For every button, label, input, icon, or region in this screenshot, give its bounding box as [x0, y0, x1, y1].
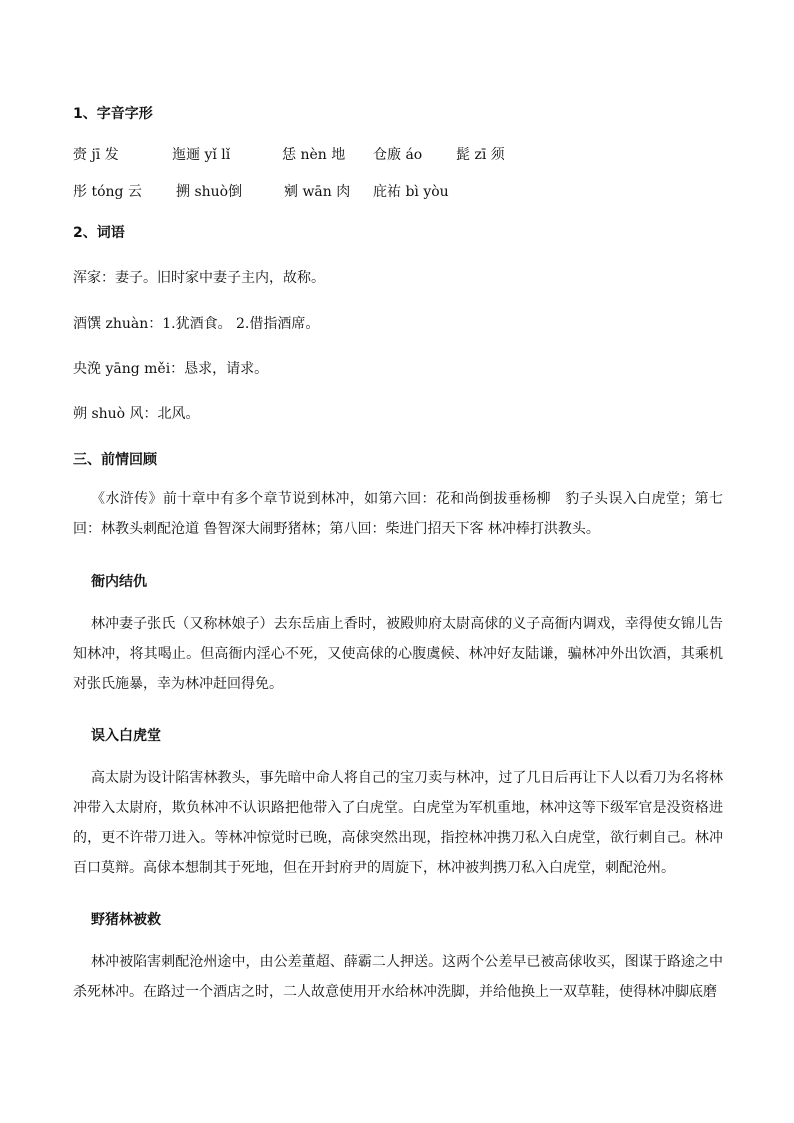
- paragraph-yanei: 林冲妻子张氏（又称林娘子）去东岳庙上香时，被殿帅府太尉高俅的义子高衙内调戏，幸得使女锦儿告知林冲，将其喝止。但高衙内淫心不死，又使高俅的心腹虞候、林冲好友陆谦，骗林冲外出饮酒，其乘机对张氏施暴，幸为林冲赶回得免。: [73, 616, 723, 692]
- pronunciation-item: 仓廒 áo: [373, 147, 423, 163]
- recap-intro-paragraph: 《水浒传》前十章中有多个章节说到林冲，如第六回：花和尚倒拔垂杨柳 豹子头误入白虎堂；第七回：林教头刺配沧道 鲁智深大闹野猪林；第八回：柴进门招天下客 林冲棒打洪教头。: [73, 491, 723, 537]
- paragraph-yezhulin: 林冲被陷害刺配沧州途中，由公差董超、薛霸二人押送。这两个公差早已被高俅收买，图谋于路途之中杀死林冲。在路过一个酒店之时，二人故意使用开水给林冲洗脚，并给他换上一双草鞋，使得林冲脚底磨: [73, 954, 723, 1000]
- vocabulary-item: 酒馔 zhuàn：1.犹酒食。 2.借指酒席。: [73, 316, 320, 332]
- section-heading-pronunciation: 1、字音字形: [73, 106, 153, 122]
- paragraph-baihutang: 高太尉为设计陷害林教头，事先暗中命人将自己的宝刀卖与林冲，过了几日后再让下人以看刀为名将林冲带入太尉府，欺负林冲不认识路把他带入了白虎堂。白虎堂为军机重地，林冲这等下级军官是没资格进的，更不许带刀进入。等林冲惊觉时已晚，高俅突然出现，指控林冲携刀私入白虎堂，欲行刺自己。林冲百口莫辩。高俅本想制其于死地，但在开封府尹的周旋下，林冲被判携刀私入白虎堂，刺配沧州。: [73, 770, 723, 876]
- section-heading-recap: 三、前情回顾: [73, 452, 157, 468]
- pronunciation-item: 彤 tóng 云: [73, 184, 142, 200]
- pronunciation-item: 迤逦 yǐ lǐ: [172, 147, 231, 163]
- section-heading-vocabulary: 2、词语: [73, 225, 125, 241]
- pronunciation-item: 赍 jī 发: [73, 147, 119, 163]
- pronunciation-item: 髭 zī 须: [456, 147, 505, 163]
- vocabulary-item: 朔 shuò 风：北风。: [73, 406, 200, 422]
- vocabulary-item: 央浼 yāng měi：恳求，请求。: [73, 361, 269, 377]
- vocabulary-item: 浑家：妻子。旧时家中妻子主内，故称。: [73, 270, 325, 286]
- pronunciation-item: 恁 nèn 地: [282, 147, 346, 163]
- subheading-yezhulin: 野猪林被救: [91, 912, 161, 928]
- pronunciation-item: 庇祐 bì yòu: [373, 184, 449, 200]
- pronunciation-item: 剜 wān 肉: [284, 184, 351, 200]
- pronunciation-item: 搠 shuò倒: [176, 184, 243, 200]
- subheading-yanei: 衙内结仇: [91, 574, 147, 590]
- subheading-baihutang: 误入白虎堂: [91, 728, 161, 744]
